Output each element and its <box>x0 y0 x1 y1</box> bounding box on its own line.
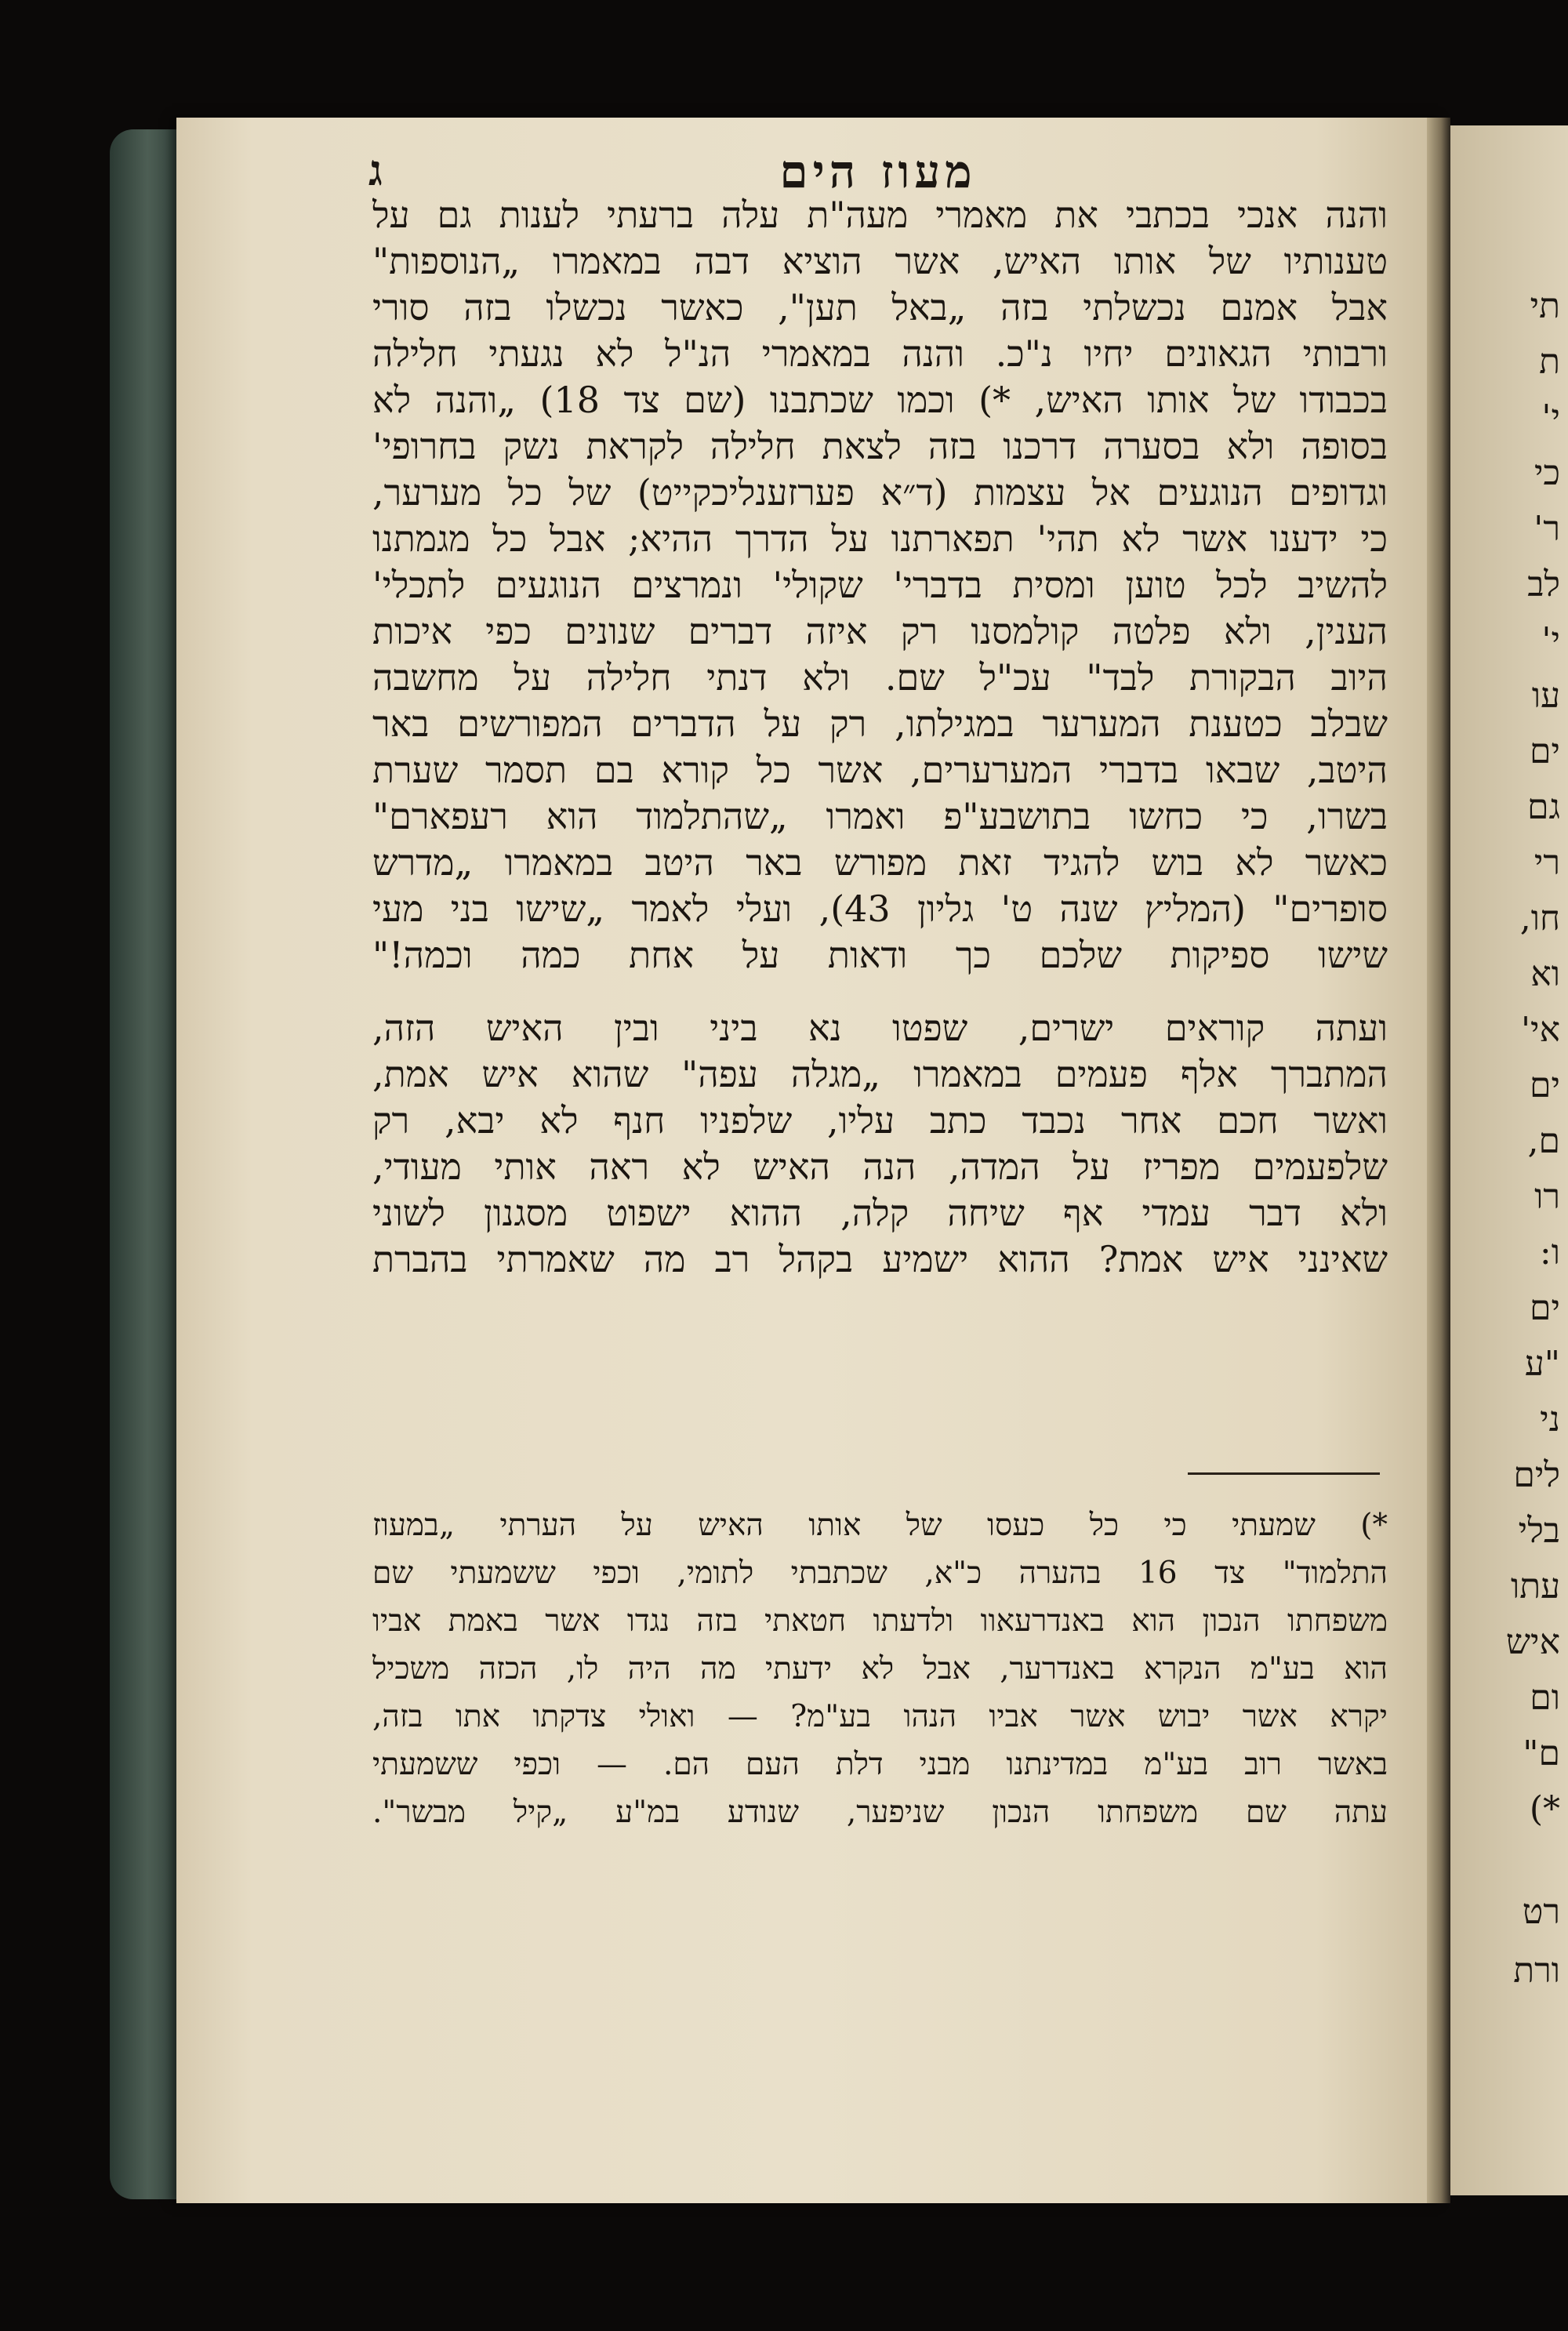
text-line: להשיב לכל טוען ומסית בדברי' שקולי' ונמרצים הנוגעים לתכלי' <box>372 564 1388 606</box>
footnote-line: עתה שם משפחתו הנכון שניפער, שנודע במ"ע „קיל מבשר". <box>372 1795 1388 1830</box>
right-page-fragment: ים <box>1530 1066 1560 1106</box>
text-line: הענין, ולא פלטה קולמסנו רק איזה דברים שנונים כפי איכות <box>372 610 1388 652</box>
text-line: ולא דבר עמדי אף שיחה קלה, ההוא ישפוט מסגנון לשוני <box>372 1192 1388 1234</box>
right-page-fragment: בלי <box>1518 1511 1560 1551</box>
right-page-fragment: *) <box>1529 1789 1560 1829</box>
running-title: מעוז הים <box>779 145 977 198</box>
right-page-fragment: ם" <box>1523 1734 1560 1774</box>
text-line: טענותיו של אותו האיש, אשר הוציא דבה במאמרו „הנוספות" <box>372 240 1388 282</box>
text-line: סופרים" (המליץ שנה ט' גליון 43), ועלי לאמר „שישו בני מעי <box>372 888 1388 930</box>
footnote-separator <box>1188 1472 1380 1475</box>
footnote-line: התלמוד" צד 16 בהערה כ"א, שכתבתי לתומי, וכפי ששמעתי שם <box>372 1556 1388 1591</box>
footnote-line: הוא בע"מ הנקרא באנדרער, אבל לא ידעתי מה היה לו, הכזה משכיל <box>372 1651 1388 1687</box>
text-line: כי ידענו אשר לא תהי' תפארתנו על הדרך ההיא; אבל כל מגמתנו <box>372 517 1388 560</box>
right-page-fragment: כי <box>1534 453 1560 493</box>
footnote-line: יקרא אשר יבוש אשר אביו הנהו בע"מ? — ואולי צדקתו אתו בזה, <box>372 1699 1388 1734</box>
text-line: בסופה ולא בסערה דרכנו בזה לצאת חלילה לקראת נשק בחרופי' <box>372 425 1388 467</box>
right-page-fragment: ורת <box>1513 1951 1560 1991</box>
right-page-fragment: לב <box>1527 565 1560 605</box>
right-page-fragment: ים <box>1530 732 1560 772</box>
right-page-fragment: ת <box>1539 342 1560 382</box>
text-line: היטב, שבאו בדברי המערערים, אשר כל קורא בם תסמר שערת <box>372 749 1388 791</box>
text-line: כאשר לא בוש להגיד זאת מפורש באר היטב במאמרו „מדרש <box>372 841 1388 884</box>
text-line: שלפעמים מפריז על המדה, הנה האיש לא ראה אותי מעודי, <box>372 1146 1388 1188</box>
text-line: שאינני איש אמת? ההוא ישמיע בקהל רב מה שאמרתי בהברת <box>372 1238 1388 1280</box>
text-line: בשרו, כי כחשו בתושבע"פ ואמרו „שהתלמוד הוא רעפארם" <box>372 795 1388 837</box>
right-page-fragment: רט <box>1522 1892 1560 1932</box>
right-page-fragment: י' <box>1541 620 1560 660</box>
page-number: ג <box>368 145 383 195</box>
text-line: שישו ספיקות שלכם כך ודאות על אחת כמה וכמה!" <box>372 934 1388 976</box>
text-line: ואשר חכם אחר נכבד כתב עליו, שלפניו חנף לא יבא, רק <box>372 1099 1388 1142</box>
main-text <box>372 192 1388 1283</box>
right-page-fragment: עתו <box>1511 1567 1560 1607</box>
right-page-edge <box>1450 125 1568 2195</box>
text-line: ורבותי הגאונים יחיו נ"כ. והנה במאמרי הנ"ל לא נגעתי חלילה <box>372 332 1388 375</box>
paragraph-2 <box>372 1005 1388 1283</box>
right-page-fragment: אי' <box>1520 1010 1560 1050</box>
right-page-fragment: ר' <box>1534 509 1560 549</box>
right-page-fragment: חו, <box>1519 899 1560 939</box>
right-page-fragment: ום <box>1530 1678 1560 1718</box>
footnote-line: *) שמעתי כי כל כעסו של אותו האיש על הערתי „במעוז <box>372 1508 1388 1543</box>
right-page-fragment: איש <box>1505 1622 1560 1662</box>
right-page-fragment: י' <box>1541 398 1560 438</box>
text-line: וגדופים הנוגעים אל עצמות (ד״א פערזענליכקייט) של כל מערער, <box>372 471 1388 514</box>
text-line: והנה אנכי בכתבי את מאמרי מעה"ת עלה ברעתי לענות גם על <box>372 194 1388 236</box>
right-page-fragment: עו <box>1531 676 1560 716</box>
right-page-fragment: "ע <box>1524 1344 1560 1384</box>
right-page-text <box>1450 125 1568 2010</box>
footnote-line: באשר רוב בע"מ במדינתנו מבני דלת העם הם. — וכפי ששמעתי <box>372 1747 1388 1782</box>
right-page-fragment: רו <box>1534 1177 1560 1217</box>
right-page-fragment: רי <box>1534 843 1560 883</box>
right-page-fragment: ני <box>1540 1400 1560 1440</box>
right-page-fragment: תי <box>1530 286 1560 326</box>
right-page-fragment: ו: <box>1539 1233 1560 1273</box>
paragraph-1 <box>372 192 1388 979</box>
footnote-line: משפחתו הנכון הוא באנדרעאוו ולדעתו חטאתי בזה נגדו אשר באמת אביו <box>372 1603 1388 1639</box>
right-page-fragment: גם <box>1527 787 1560 827</box>
text-line: היוב הבקורת לבד" עכ"ל שם. ולא דנתי חלילה על מחשבה <box>372 656 1388 699</box>
text-line: המתברך אלף פעמים במאמרו „מגלה עפה" שהוא איש אמת, <box>372 1053 1388 1095</box>
right-page-fragment: ם, <box>1527 1121 1560 1161</box>
right-page-fragment: וא <box>1530 954 1560 994</box>
right-page-fragment: לים <box>1513 1455 1560 1495</box>
book-gutter <box>1427 118 1450 2203</box>
text-line: שבלב כטענת המערער במגילתו, רק על הדברים המפורשים באר <box>372 703 1388 745</box>
text-line: בכבודו של אותו האיש, *) וכמו שכתבנו (שם צד 18) „והנה לא <box>372 379 1388 421</box>
text-line: אבל אמנם נכשלתי בזה „באל תען", כאשר נכשלו בזה סורי <box>372 286 1388 329</box>
paragraph-gap <box>372 979 1388 1005</box>
right-page-fragment: ים <box>1530 1288 1560 1328</box>
footnotes <box>372 1501 1388 1836</box>
text-line: ועתה קוראים ישרים, שפטו נא ביני ובין האיש הזה, <box>372 1007 1388 1049</box>
